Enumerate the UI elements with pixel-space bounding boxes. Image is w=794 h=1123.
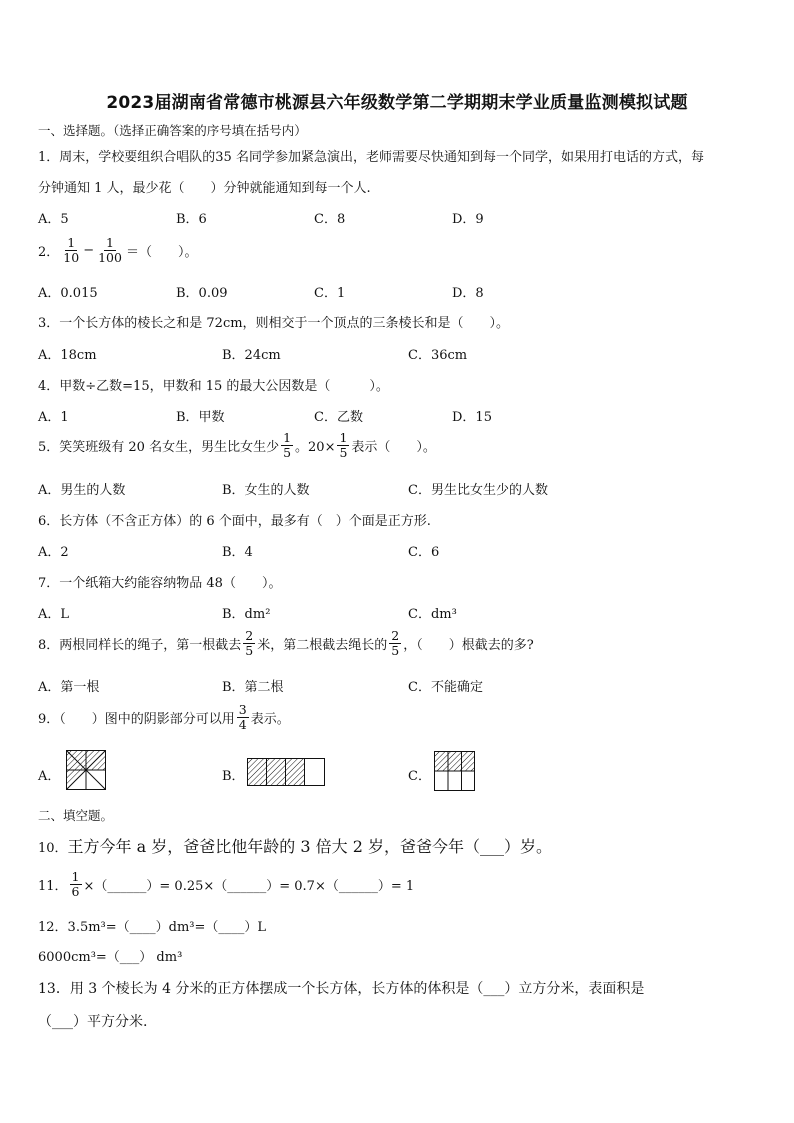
question-5 [38, 431, 436, 460]
q4-option-a[interactable]: A．1 [38, 410, 69, 425]
q9-option-b[interactable]: B． [222, 769, 245, 784]
q4-option-d[interactable]: D．15 [452, 410, 492, 425]
q9-figure-c [434, 751, 476, 791]
q1-option-a[interactable]: A．5 [38, 212, 69, 227]
q2-option-c[interactable]: C．1 [314, 286, 346, 301]
question-2 [38, 236, 197, 265]
q2-option-a[interactable]: A．0.015 [38, 286, 98, 301]
question-8 [38, 629, 534, 658]
q7-option-a[interactable]: A．L [38, 607, 70, 622]
q8-option-a[interactable]: A．第一根 [38, 680, 100, 695]
question-6: 6．长方体（不含正方体）的 6 个面中，最多有（ ）个面是正方形. [38, 514, 431, 529]
q10-text: 王方今年 a 岁，爸爸比他年龄的 3 倍大 2 岁，爸爸今年（___）岁。 [67, 837, 552, 856]
fraction-1-5-b: $\frac{1}{5}$ [339, 430, 348, 460]
q8-option-b[interactable]: B．第二根 [222, 680, 284, 695]
q5-option-b[interactable]: B．女生的人数 [222, 483, 310, 498]
q3-option-b[interactable]: B．24cm [222, 348, 281, 363]
q9-pre: 9．（ ）图中的阴影部分可以用 [38, 712, 235, 727]
question-3: 3．一个长方体的棱长之和是 72cm，则相交于一个顶点的三条棱长和是（ ）。 [38, 316, 510, 331]
question-13-line-1: 13．用 3 个棱长为 4 分米的正方体摆成一个长方体，长方体的体积是（___）立方分米，表面积是 [38, 981, 645, 997]
section-fill-heading: 二、填空题。 [38, 808, 114, 823]
q5-pre: 5．笑笑班级有 20 名女生，男生比女生少 [38, 440, 280, 455]
question-1-line-1: 1．周末，学校要组织合唱队的35 名同学参加紧急演出，老师需要尽快通知到每一个同学，如果用打电话的方式，每 [38, 150, 704, 165]
section-choice-heading: 一、选择题。（选择正确答案的序号填在括号内） [38, 123, 307, 138]
question-9 [38, 703, 290, 732]
q6-option-b[interactable]: B．4 [222, 545, 253, 560]
q5-option-a[interactable]: A．男生的人数 [38, 483, 126, 498]
page-title: 2023届湖南省常德市桃源县六年级数学第二学期期末学业质量监测模拟试题 [106, 93, 688, 113]
q7-option-b[interactable]: B．dm² [222, 607, 271, 622]
question-12-line-2: 6000cm³=（___） dm³ [38, 950, 183, 965]
fraction-1-10: $\frac{1}{10}$ [63, 235, 80, 265]
q11-number: 11． [38, 879, 68, 894]
q10-number: 10． [38, 841, 68, 856]
q11-text: ×（______）= 0.25×（______）= 0.7×（______）= 1 [83, 879, 415, 894]
minus-sign: − [83, 243, 95, 258]
q2-option-d[interactable]: D．8 [452, 286, 484, 301]
q8-pre: 8．两根同样长的绳子，第一根截去 [38, 638, 242, 653]
q3-option-a[interactable]: A．18cm [38, 348, 97, 363]
q5-option-c[interactable]: C．男生比女生少的人数 [408, 483, 548, 498]
fraction-1-5: $\frac{1}{5}$ [283, 430, 292, 460]
q5-mid: 。20× [295, 440, 336, 455]
fraction-1-6: $\frac{1}{6}$ [71, 869, 80, 899]
q6-option-a[interactable]: A．2 [38, 545, 69, 560]
q4-option-b[interactable]: B．甲数 [176, 410, 225, 425]
question-11 [38, 870, 414, 899]
q9-post: 表示。 [250, 712, 290, 727]
question-10 [38, 834, 552, 857]
fraction-3-4: $\frac{3}{4}$ [238, 702, 247, 732]
question-7: 7．一个纸箱大约能容纳物品 48（ ）。 [38, 576, 282, 591]
question-13-line-2: （___）平方分米. [38, 1014, 148, 1030]
q4-option-c[interactable]: C．乙数 [314, 410, 363, 425]
q1-option-d[interactable]: D．9 [452, 212, 484, 227]
q1-option-b[interactable]: B．6 [176, 212, 207, 227]
q2-tail: ＝（ ）。 [125, 245, 198, 260]
q2-option-b[interactable]: B．0.09 [176, 286, 228, 301]
q8-mid: 米，第二根截去绳长的 [257, 638, 388, 653]
q9-option-c[interactable]: C． [408, 769, 431, 784]
q2-number: 2． [38, 245, 60, 260]
q9-option-a[interactable]: A． [38, 769, 61, 784]
fraction-1-100: $\frac{1}{100}$ [98, 235, 122, 265]
q1-option-c[interactable]: C．8 [314, 212, 346, 227]
q9-figure-b [247, 758, 327, 786]
q7-option-c[interactable]: C．dm³ [408, 607, 457, 622]
question-1-line-2: 分钟通知 1 人，最少花（ ）分钟就能通知到每一个人. [38, 181, 371, 196]
q6-option-c[interactable]: C．6 [408, 545, 440, 560]
q5-post: 表示（ ）。 [351, 440, 436, 455]
q8-post: ，（ ）根截去的多? [403, 638, 534, 653]
question-12-line-1: 12．3.5m³=（____）dm³=（____）L [38, 920, 267, 935]
q9-figure-a [66, 750, 106, 790]
fraction-2-5: $\frac{2}{5}$ [245, 628, 254, 658]
q3-option-c[interactable]: C．36cm [408, 348, 468, 363]
fraction-2-5-b: $\frac{2}{5}$ [391, 628, 400, 658]
question-4: 4．甲数÷乙数=15，甲数和 15 的最大公因数是（ ）。 [38, 379, 389, 394]
q8-option-c[interactable]: C．不能确定 [408, 680, 483, 695]
